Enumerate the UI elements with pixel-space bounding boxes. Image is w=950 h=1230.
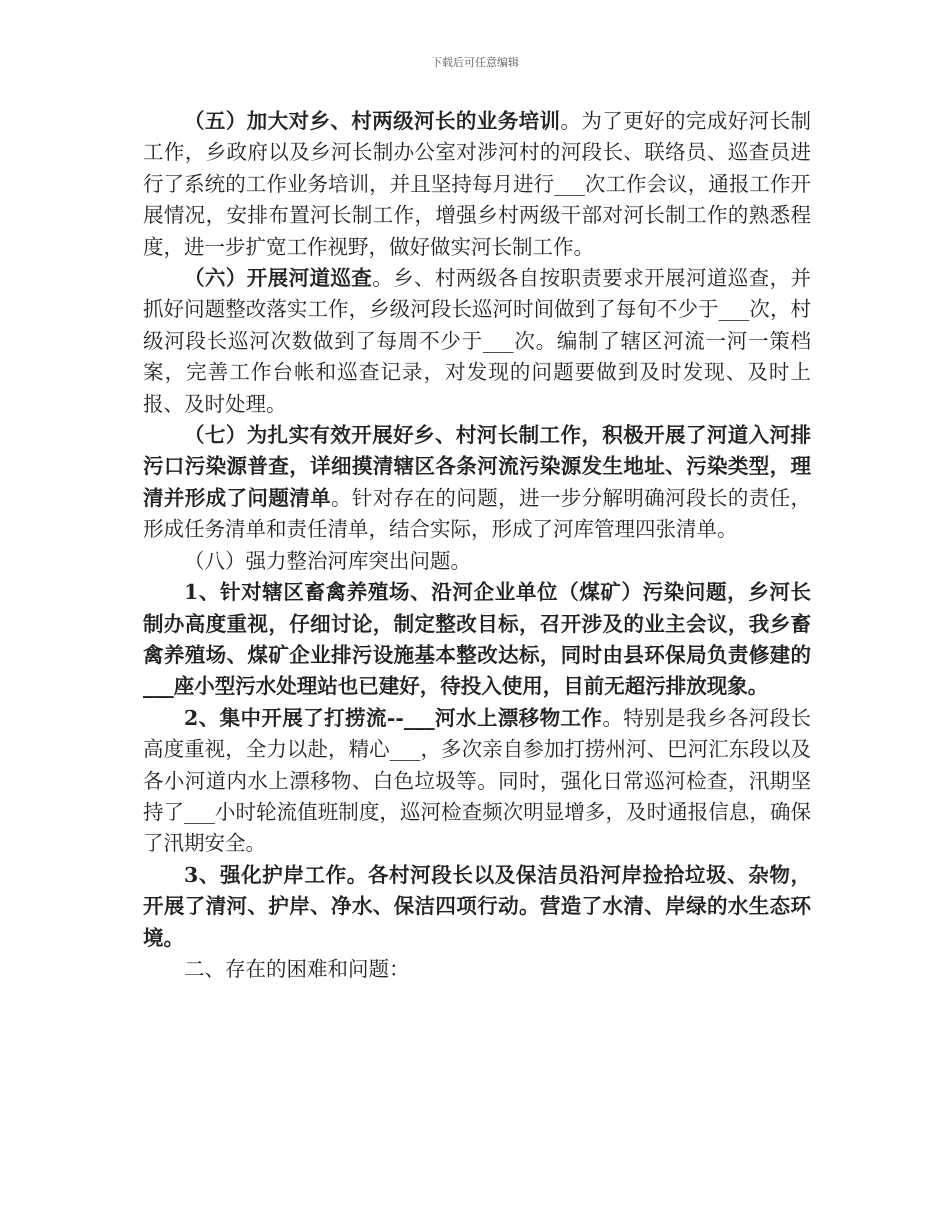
paragraph-5-text: 。为了更好的完成好河长制工作，乡政府以及乡河长制办公室对涉河村的河段长、联络员、巡查员进行了系统的工作业务培训，并且坚持每月进行___次工作会议，通报工作开展情况，安排布置河长制工作，增强乡村两级干部对河长制工作的熟悉程度，进一步扩宽工作视野，做好做实河长制工作。	[143, 109, 812, 259]
paragraph-8-item-1	[143, 577, 811, 703]
paragraph-8-item-3-bold: 3、强化护岸工作。各村河段长以及保洁员沿河岸捡拾垃圾、杂物，开展了清河、护岸、净水、保洁四项行动。营造了水清、岸绿的水生态环境。	[143, 862, 811, 950]
paragraph-7	[143, 420, 811, 546]
paragraph-8-item-1-bold: 1、针对辖区畜禽养殖场、沿河企业单位（煤矿）污染问题，乡河长制办高度重视，仔细讨论，制定整改目标，召开涉及的业主会议，我乡畜禽养殖场、煤矿企业排污设施基本整改达标，同时由县环保局负责修建的___座小型污水处理站也已建好，待投入使用，目前无超污排放现象。	[143, 580, 811, 699]
paragraph-7-text: 。针对存在的问题，进一步分解明确河段长的责任，形成任务清单和责任清单，结合实际，形成了河库管理四张清单。	[143, 485, 811, 542]
section-2-heading	[143, 954, 811, 985]
paragraph-8-item-2	[143, 703, 811, 860]
paragraph-6	[143, 263, 811, 420]
paragraph-6-heading: （六）开展河道巡查	[184, 266, 373, 291]
section-2-heading-text: 二、存在的困难和问题：	[184, 956, 410, 981]
document-body	[143, 106, 811, 985]
page-header: 下载后可任意编辑	[431, 56, 519, 69]
paragraph-8-heading-text: （八）强力整治河库突出问题。	[184, 548, 471, 573]
paragraph-8-heading	[143, 546, 811, 577]
paragraph-8-item-2-text: 。特别是我乡各河段长高度重视，全力以赴，精心___，多次亲自参加打捞州河、巴河汇东段以及各小河道内水上漂移物、白色垃圾等。同时，强化日常巡河检查，汛期坚持了___小时轮流值班制度，巡河检查频次明显增多，及时通报信息，确保了汛期安全。	[143, 705, 811, 856]
paragraph-5-heading: （五）加大对乡、村两级河长的业务培训	[184, 109, 561, 133]
paragraph-7-heading: （七）为扎实有效开展好乡、村河长制工作，积极开展了河道入河排污口污染源普查，详细摸清辖区各条河流污染源发生地址、污染类型，理清并形成了问题清单	[143, 423, 811, 510]
paragraph-8-item-3	[143, 860, 811, 954]
paragraph-6-text: 。乡、村两级各自按职责要求开展河道巡查，并抓好问题整改落实工作，乡级河段长巡河时间做到了每旬不少于___次，村级河段长巡河次数做到了每周不少于___次。编制了辖区河流一河一策档案，完善工作台帐和巡查记录，对发现的问题要做到及时发现、及时上报、及时处理。	[143, 266, 812, 416]
paragraph-8-item-2-bold: 2、集中开展了打捞流--___河水上漂移物工作	[184, 705, 603, 730]
paragraph-5	[143, 106, 811, 263]
